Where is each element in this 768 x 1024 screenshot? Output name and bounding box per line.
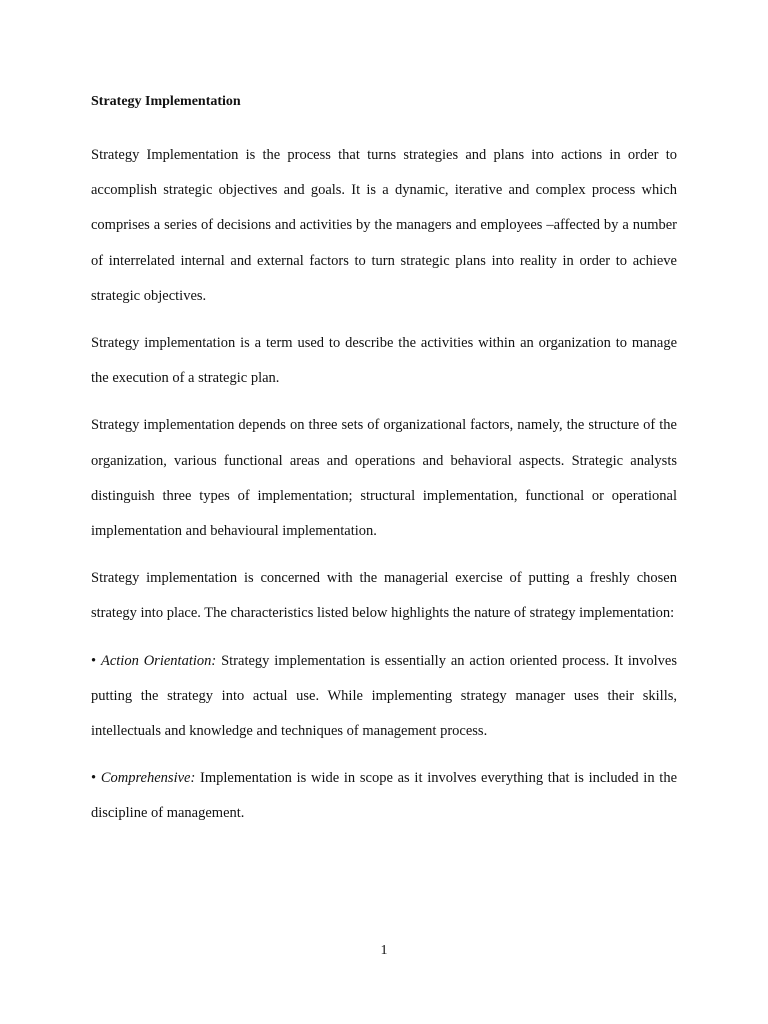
bullet-marker: •: [91, 770, 97, 787]
bullet-marker: •: [91, 652, 97, 669]
paragraph-organizational-factors: Strategy implementation depends on three sets of organizational factors, namely, the structure of the organization, various functional areas and operations and behavioral aspects. Strategic analysts distinguish three types of implementation; structural implementation, functional or operational implementation and behavioural implementation.: [91, 417, 677, 540]
page-content: [91, 92, 677, 844]
bullet-item-action-orientation: [91, 644, 677, 750]
bullet-label: Comprehensive:: [100, 770, 196, 787]
paragraph-characteristics-intro: Strategy implementation is concerned with the managerial exercise of putting a freshly chosen strategy into place. The characteristics listed below highlights the nature of strategy implementation:: [91, 570, 677, 622]
bullet-text: Strategy implementation is essentially an action oriented process. It involves putting the strategy into actual use. While implementing strategy manager uses their skills, intellectuals and knowledge and techniques of management process.: [91, 652, 678, 740]
section-heading: Strategy Implementation: [91, 94, 241, 109]
bullet-text: Implementation is wide in scope as it involves everything that is included in the discipline of management.: [91, 770, 678, 822]
bullet-item-comprehensive: [91, 761, 677, 831]
page-number: 1: [380, 943, 388, 958]
bullet-label: Action Orientation:: [100, 652, 217, 669]
paragraph-definition: Strategy Implementation is the process that turns strategies and plans into actions in order to accomplish strategic objectives and goals. It is a dynamic, iterative and complex process which comprises a series of decisions and activities by the managers and employees –affected by a number of interrelated internal and external factors to turn strategic plans into reality in order to achieve strategic objectives.: [91, 147, 677, 304]
paragraph-term-description: Strategy implementation is a term used to describe the activities within an organization to manage the execution of a strategic plan.: [91, 335, 677, 387]
